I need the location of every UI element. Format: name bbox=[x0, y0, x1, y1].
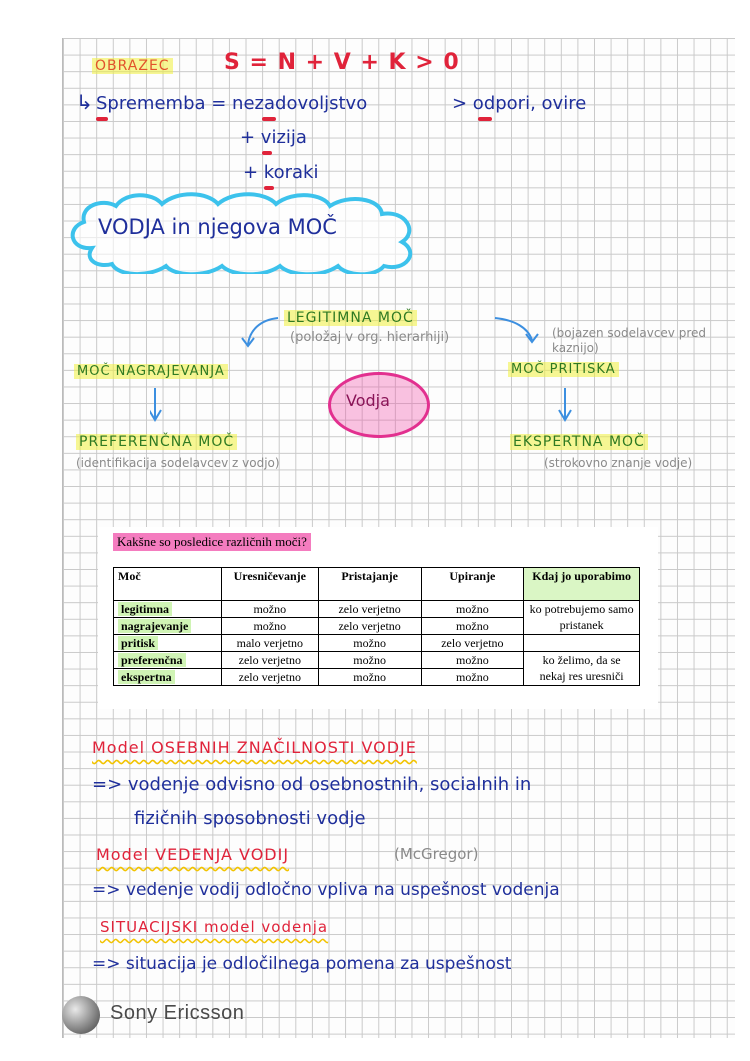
table-row bbox=[114, 601, 640, 618]
table-title: Kakšne so posledice različnih moči? bbox=[113, 533, 311, 551]
power-consequences-table-card bbox=[98, 527, 658, 709]
cell: možno bbox=[318, 669, 421, 686]
cell: možno bbox=[421, 601, 524, 618]
model-1-title: Model OSEBNIH ZNAČILNOSTI VODJE bbox=[92, 738, 417, 757]
cell: zelo verjetno bbox=[221, 652, 318, 669]
model-2-title: Model VEDENJA VODIJ bbox=[96, 845, 290, 864]
model-2-text: => vedenje vodij odločno vpliva na uspešnost vodenja bbox=[92, 880, 560, 900]
red-mark-v bbox=[262, 151, 272, 155]
cell-moc: legitimna bbox=[114, 601, 222, 618]
model-1-text-b: fizičnih sposobnosti vodje bbox=[134, 808, 366, 829]
table-row bbox=[114, 652, 640, 669]
model-1-text-a: => vodenje odvisno od osebnostnih, socialnih in bbox=[92, 774, 532, 795]
table-header-row bbox=[114, 568, 640, 601]
koraki-line: + koraki bbox=[243, 162, 319, 183]
ekspertna-note: (strokovno znanje vodje) bbox=[544, 456, 693, 470]
obrazec-label: OBRAZEC bbox=[92, 58, 173, 74]
sony-ericsson-logo-icon bbox=[62, 996, 100, 1034]
cell: zelo verjetno bbox=[221, 669, 318, 686]
red-mark-o bbox=[478, 117, 492, 121]
sprememba-line: Sprememba = nezadovoljstvo bbox=[96, 93, 368, 114]
cloud-title: VODJA in njegova MOČ bbox=[98, 215, 337, 239]
cell-kdaj-empty bbox=[524, 635, 640, 652]
cell: zelo verjetno bbox=[318, 618, 421, 635]
cell-kdaj: ko želimo, da se nekaj res uresniči bbox=[524, 652, 640, 686]
red-mark-n bbox=[262, 117, 276, 121]
table-row bbox=[114, 635, 640, 652]
cell: možno bbox=[221, 618, 318, 635]
power-table bbox=[113, 567, 640, 686]
legitimna-moc: LEGITIMNA MOČ bbox=[284, 310, 417, 326]
cell: možno bbox=[421, 618, 524, 635]
formula: S = N + V + K > 0 bbox=[224, 50, 460, 75]
model-3-title: SITUACIJSKI model vodenja bbox=[100, 918, 329, 936]
cell: možno bbox=[318, 652, 421, 669]
preferencna-moc: PREFERENČNA MOČ bbox=[76, 434, 237, 450]
model-2-note: (McGregor) bbox=[394, 845, 479, 863]
pritisk-moc: MOČ PRITISKA bbox=[508, 362, 619, 377]
legitimna-note: (položaj v org. hierarhiji) bbox=[290, 330, 450, 345]
col-header: Moč bbox=[114, 568, 222, 601]
cell: zelo verjetno bbox=[318, 601, 421, 618]
col-header: Kdaj jo uporabimo bbox=[524, 568, 640, 601]
red-mark-s bbox=[96, 117, 108, 121]
cell: možno bbox=[421, 652, 524, 669]
cell-moc: preferenčna bbox=[114, 652, 222, 669]
col-header: Uresničevanje bbox=[221, 568, 318, 601]
col-header: Pristajanje bbox=[318, 568, 421, 601]
cell-kdaj: ko potrebujemo samo pristanek bbox=[524, 601, 640, 635]
ekspertna-moc: EKSPERTNA MOČ bbox=[510, 434, 648, 450]
cell: malo verjetno bbox=[221, 635, 318, 652]
nagrajevanje-moc: MOČ NAGRAJEVANJA bbox=[74, 364, 228, 379]
cell: možno bbox=[421, 669, 524, 686]
col-header: Upiranje bbox=[421, 568, 524, 601]
arrow-marker: ↳ bbox=[76, 90, 93, 114]
cell: možno bbox=[221, 601, 318, 618]
vodja-label: Vodja bbox=[346, 391, 390, 410]
odpori-line: > odpori, ovire bbox=[452, 93, 587, 114]
brand-name: Sony Ericsson bbox=[110, 1002, 245, 1024]
cell-moc: ekspertna bbox=[114, 669, 222, 686]
pritisk-note: (bojazen sodelavcev pred kaznijo) bbox=[552, 326, 706, 355]
model-3-text: => situacija je odločilnega pomena za uspešnost bbox=[92, 954, 512, 974]
cell-moc: nagrajevanje bbox=[114, 618, 222, 635]
cell-moc: pritisk bbox=[114, 635, 222, 652]
cell: zelo verjetno bbox=[421, 635, 524, 652]
cell: možno bbox=[318, 635, 421, 652]
preferencna-note: (identifikacija sodelavcev z vodjo) bbox=[76, 456, 280, 470]
vizija-line: + vizija bbox=[240, 127, 307, 148]
